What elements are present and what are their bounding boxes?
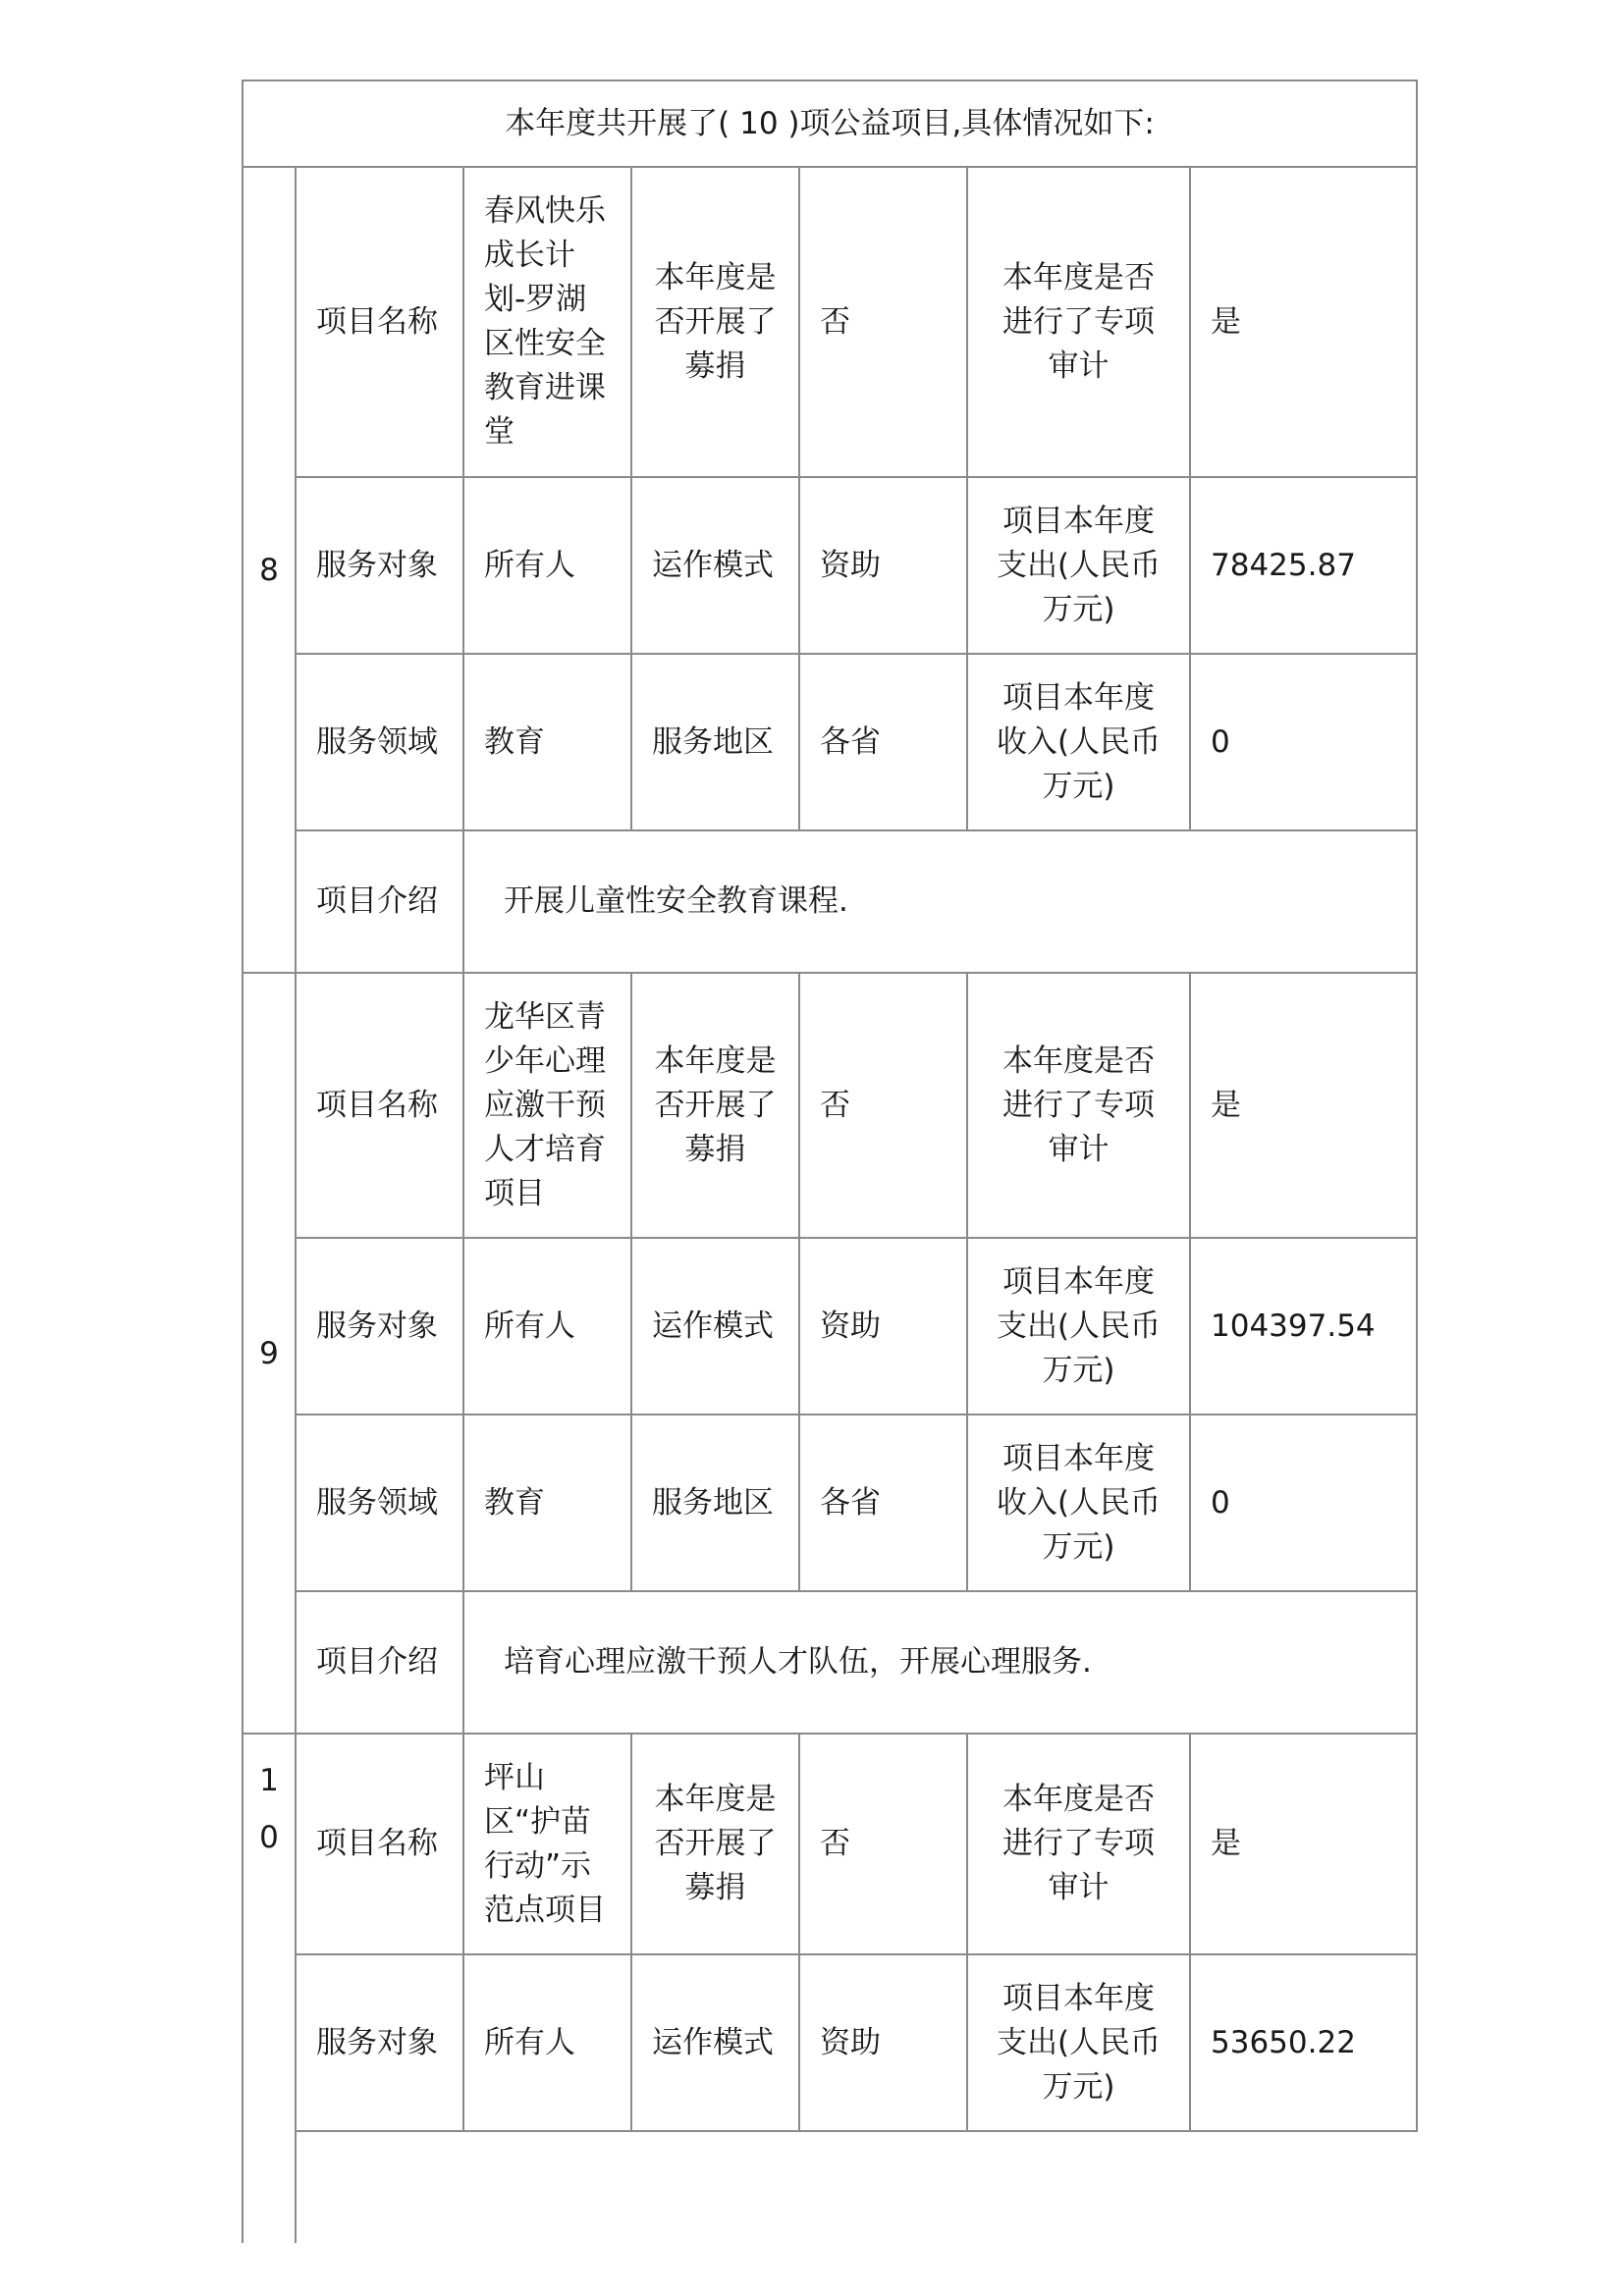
project-10-continued-row — [243, 2131, 1417, 2243]
project-9-field: 教育 — [463, 1415, 631, 1591]
project-name-label: 项目名称 — [296, 167, 463, 477]
project-10-mode: 资助 — [799, 1954, 967, 2131]
project-10-index: 10 — [243, 1734, 296, 2243]
project-8-field: 教育 — [463, 654, 631, 830]
service-field-label: 服务领域 — [296, 1415, 463, 1591]
project-8-audit: 是 — [1190, 167, 1417, 477]
service-region-label: 服务地区 — [631, 1415, 799, 1591]
project-9-income: 0 — [1190, 1415, 1417, 1591]
project-8-fundraising: 否 — [799, 167, 967, 477]
project-8-income: 0 — [1190, 654, 1417, 830]
project-table — [242, 80, 1418, 2243]
intro-label: 项目介绍 — [296, 1591, 463, 1734]
project-10-expense: 53650.22 — [1190, 1954, 1417, 2131]
operation-mode-label: 运作模式 — [631, 1238, 799, 1415]
project-9-intro-row — [243, 1591, 1417, 1734]
project-9-name-row — [243, 973, 1417, 1238]
audit-label: 本年度是否进行了专项审计 — [967, 167, 1190, 477]
project-8-intro: 开展儿童性安全教育课程. — [463, 830, 1417, 973]
project-10-name-row — [243, 1734, 1417, 1954]
income-label: 项目本年度收入(人民币万元) — [967, 654, 1190, 830]
project-8-index: 8 — [243, 167, 296, 973]
project-8-field-row — [243, 654, 1417, 830]
fundraising-label: 本年度是否开展了募捐 — [631, 973, 799, 1238]
project-9-field-row — [243, 1415, 1417, 1591]
audit-label: 本年度是否进行了专项审计 — [967, 1734, 1190, 1954]
operation-mode-label: 运作模式 — [631, 477, 799, 654]
summary-row — [243, 80, 1417, 167]
project-8-target-row — [243, 477, 1417, 654]
project-9-mode: 资助 — [799, 1238, 967, 1415]
project-9-expense: 104397.54 — [1190, 1238, 1417, 1415]
summary-text: 本年度共开展了( 10 )项公益项目,具体情况如下: — [243, 80, 1417, 167]
project-8-region: 各省 — [799, 654, 967, 830]
project-9-audit: 是 — [1190, 973, 1417, 1238]
audit-label: 本年度是否进行了专项审计 — [967, 973, 1190, 1238]
project-8-mode: 资助 — [799, 477, 967, 654]
project-8-name: 春风快乐成长计划-罗湖区性安全教育进课堂 — [463, 167, 631, 477]
project-8-target: 所有人 — [463, 477, 631, 654]
service-target-label: 服务对象 — [296, 1954, 463, 2131]
income-label: 项目本年度收入(人民币万元) — [967, 1415, 1190, 1591]
project-10-fundraising: 否 — [799, 1734, 967, 1954]
expense-label: 项目本年度支出(人民币万元) — [967, 477, 1190, 654]
project-9-intro: 培育心理应激干预人才队伍，开展心理服务. — [463, 1591, 1417, 1734]
fundraising-label: 本年度是否开展了募捐 — [631, 167, 799, 477]
fundraising-label: 本年度是否开展了募捐 — [631, 1734, 799, 1954]
project-9-index: 9 — [243, 973, 296, 1734]
project-name-label: 项目名称 — [296, 1734, 463, 1954]
service-target-label: 服务对象 — [296, 1238, 463, 1415]
service-region-label: 服务地区 — [631, 654, 799, 830]
expense-label: 项目本年度支出(人民币万元) — [967, 1238, 1190, 1415]
service-field-label: 服务领域 — [296, 654, 463, 830]
project-9-fundraising: 否 — [799, 973, 967, 1238]
project-10-target-row — [243, 1954, 1417, 2131]
project-9-target: 所有人 — [463, 1238, 631, 1415]
intro-label: 项目介绍 — [296, 830, 463, 973]
service-target-label: 服务对象 — [296, 477, 463, 654]
project-9-target-row — [243, 1238, 1417, 1415]
expense-label: 项目本年度支出(人民币万元) — [967, 1954, 1190, 2131]
project-10-name: 坪山区“护苗行动”示范点项目 — [463, 1734, 631, 1954]
project-8-name-row — [243, 167, 1417, 477]
project-10-target: 所有人 — [463, 1954, 631, 2131]
continued-empty-cell — [296, 2131, 1417, 2243]
project-8-intro-row — [243, 830, 1417, 973]
project-9-region: 各省 — [799, 1415, 967, 1591]
project-9-name: 龙华区青少年心理应激干预人才培育项目 — [463, 973, 631, 1238]
project-10-audit: 是 — [1190, 1734, 1417, 1954]
operation-mode-label: 运作模式 — [631, 1954, 799, 2131]
project-8-expense: 78425.87 — [1190, 477, 1417, 654]
project-name-label: 项目名称 — [296, 973, 463, 1238]
